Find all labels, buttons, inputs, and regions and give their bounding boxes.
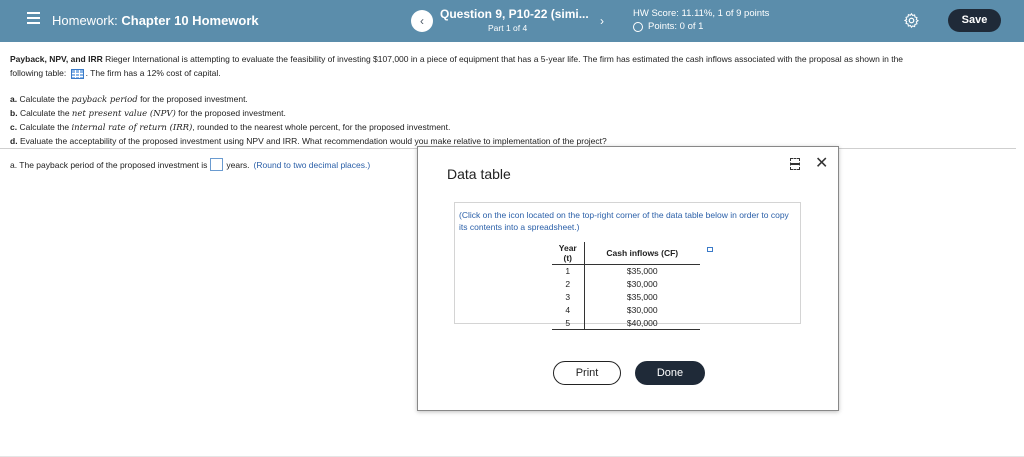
column-header: Year (t)	[552, 242, 584, 265]
task-item: c. Calculate the internal rate of return (IRR), rounded to the nearest whole percent, for the proposed investment.	[10, 122, 451, 133]
homework-name: Chapter 10 Homework	[121, 13, 259, 28]
question-body-2: following table:	[10, 68, 67, 78]
circle-icon	[633, 22, 643, 32]
data-table-dialog	[417, 146, 839, 411]
question-title: Question 9, P10-22 (simi...	[440, 7, 589, 21]
dialog-title: Data table	[447, 166, 511, 182]
answer-suffix: years.	[226, 159, 250, 170]
question-text	[10, 52, 1015, 80]
column-header: Cash inflows (CF)	[584, 242, 700, 265]
table-row: 4 $30,000	[552, 304, 700, 317]
table-row: 3 $35,000	[552, 291, 700, 304]
answer-row	[10, 158, 370, 171]
hw-score: HW Score: 11.11%, 1 of 9 points	[633, 8, 770, 19]
homework-title	[52, 13, 259, 28]
copy-note: (Click on the icon located on the top-right corner of the data table below in order to copy its contents into a spreadsheet.)	[459, 210, 789, 232]
top-bar	[0, 0, 1024, 42]
question-heading: Payback, NPV, and IRR	[10, 54, 103, 64]
question-body-3: . The firm has a 12% cost of capital.	[85, 68, 221, 78]
data-table-icon[interactable]	[71, 69, 84, 79]
answer-prefix: a. The payback period of the proposed investment is	[10, 159, 208, 170]
question-body: Rieger International is attempting to evaluate the feasibility of investing $107,000 in a piece of equipment that has a 5-year life. The firm has estimated the cash inflows associated with the proposal as shown in the	[105, 54, 904, 64]
points-status	[633, 21, 703, 32]
save-button[interactable]: Save	[948, 9, 1001, 32]
payback-answer-input[interactable]	[210, 158, 223, 171]
table-row: 5 $40,000	[552, 317, 700, 330]
data-table-panel	[454, 202, 801, 328]
table-row: 1 $35,000	[552, 265, 700, 278]
points-text: Points: 0 of 1	[648, 21, 704, 32]
copy-icon[interactable]	[707, 247, 713, 252]
previous-question-button[interactable]: ‹	[411, 10, 433, 32]
done-button[interactable]: Done	[635, 361, 705, 385]
gear-icon[interactable]	[903, 12, 920, 29]
homework-prefix: Homework:	[52, 13, 118, 28]
cash-inflow-table	[552, 242, 700, 330]
answer-hint: (Round to two decimal places.)	[253, 159, 371, 170]
task-item: b. Calculate the net present value (NPV) for the proposed investment.	[10, 108, 286, 119]
task-list	[10, 93, 607, 149]
minimize-icon[interactable]	[790, 158, 800, 170]
menu-icon[interactable]	[27, 12, 40, 24]
task-item: a. Calculate the payback period for the proposed investment.	[10, 94, 248, 105]
table-row: 2 $30,000	[552, 278, 700, 291]
print-button[interactable]: Print	[553, 361, 621, 385]
next-question-button[interactable]: ›	[600, 14, 604, 28]
task-item: d. Evaluate the acceptability of the proposed investment using NPV and IRR. What recommendation would you make relative to implementation of the project?	[10, 136, 607, 146]
close-icon[interactable]: ✕	[815, 155, 829, 172]
question-part: Part 1 of 4	[488, 23, 528, 33]
